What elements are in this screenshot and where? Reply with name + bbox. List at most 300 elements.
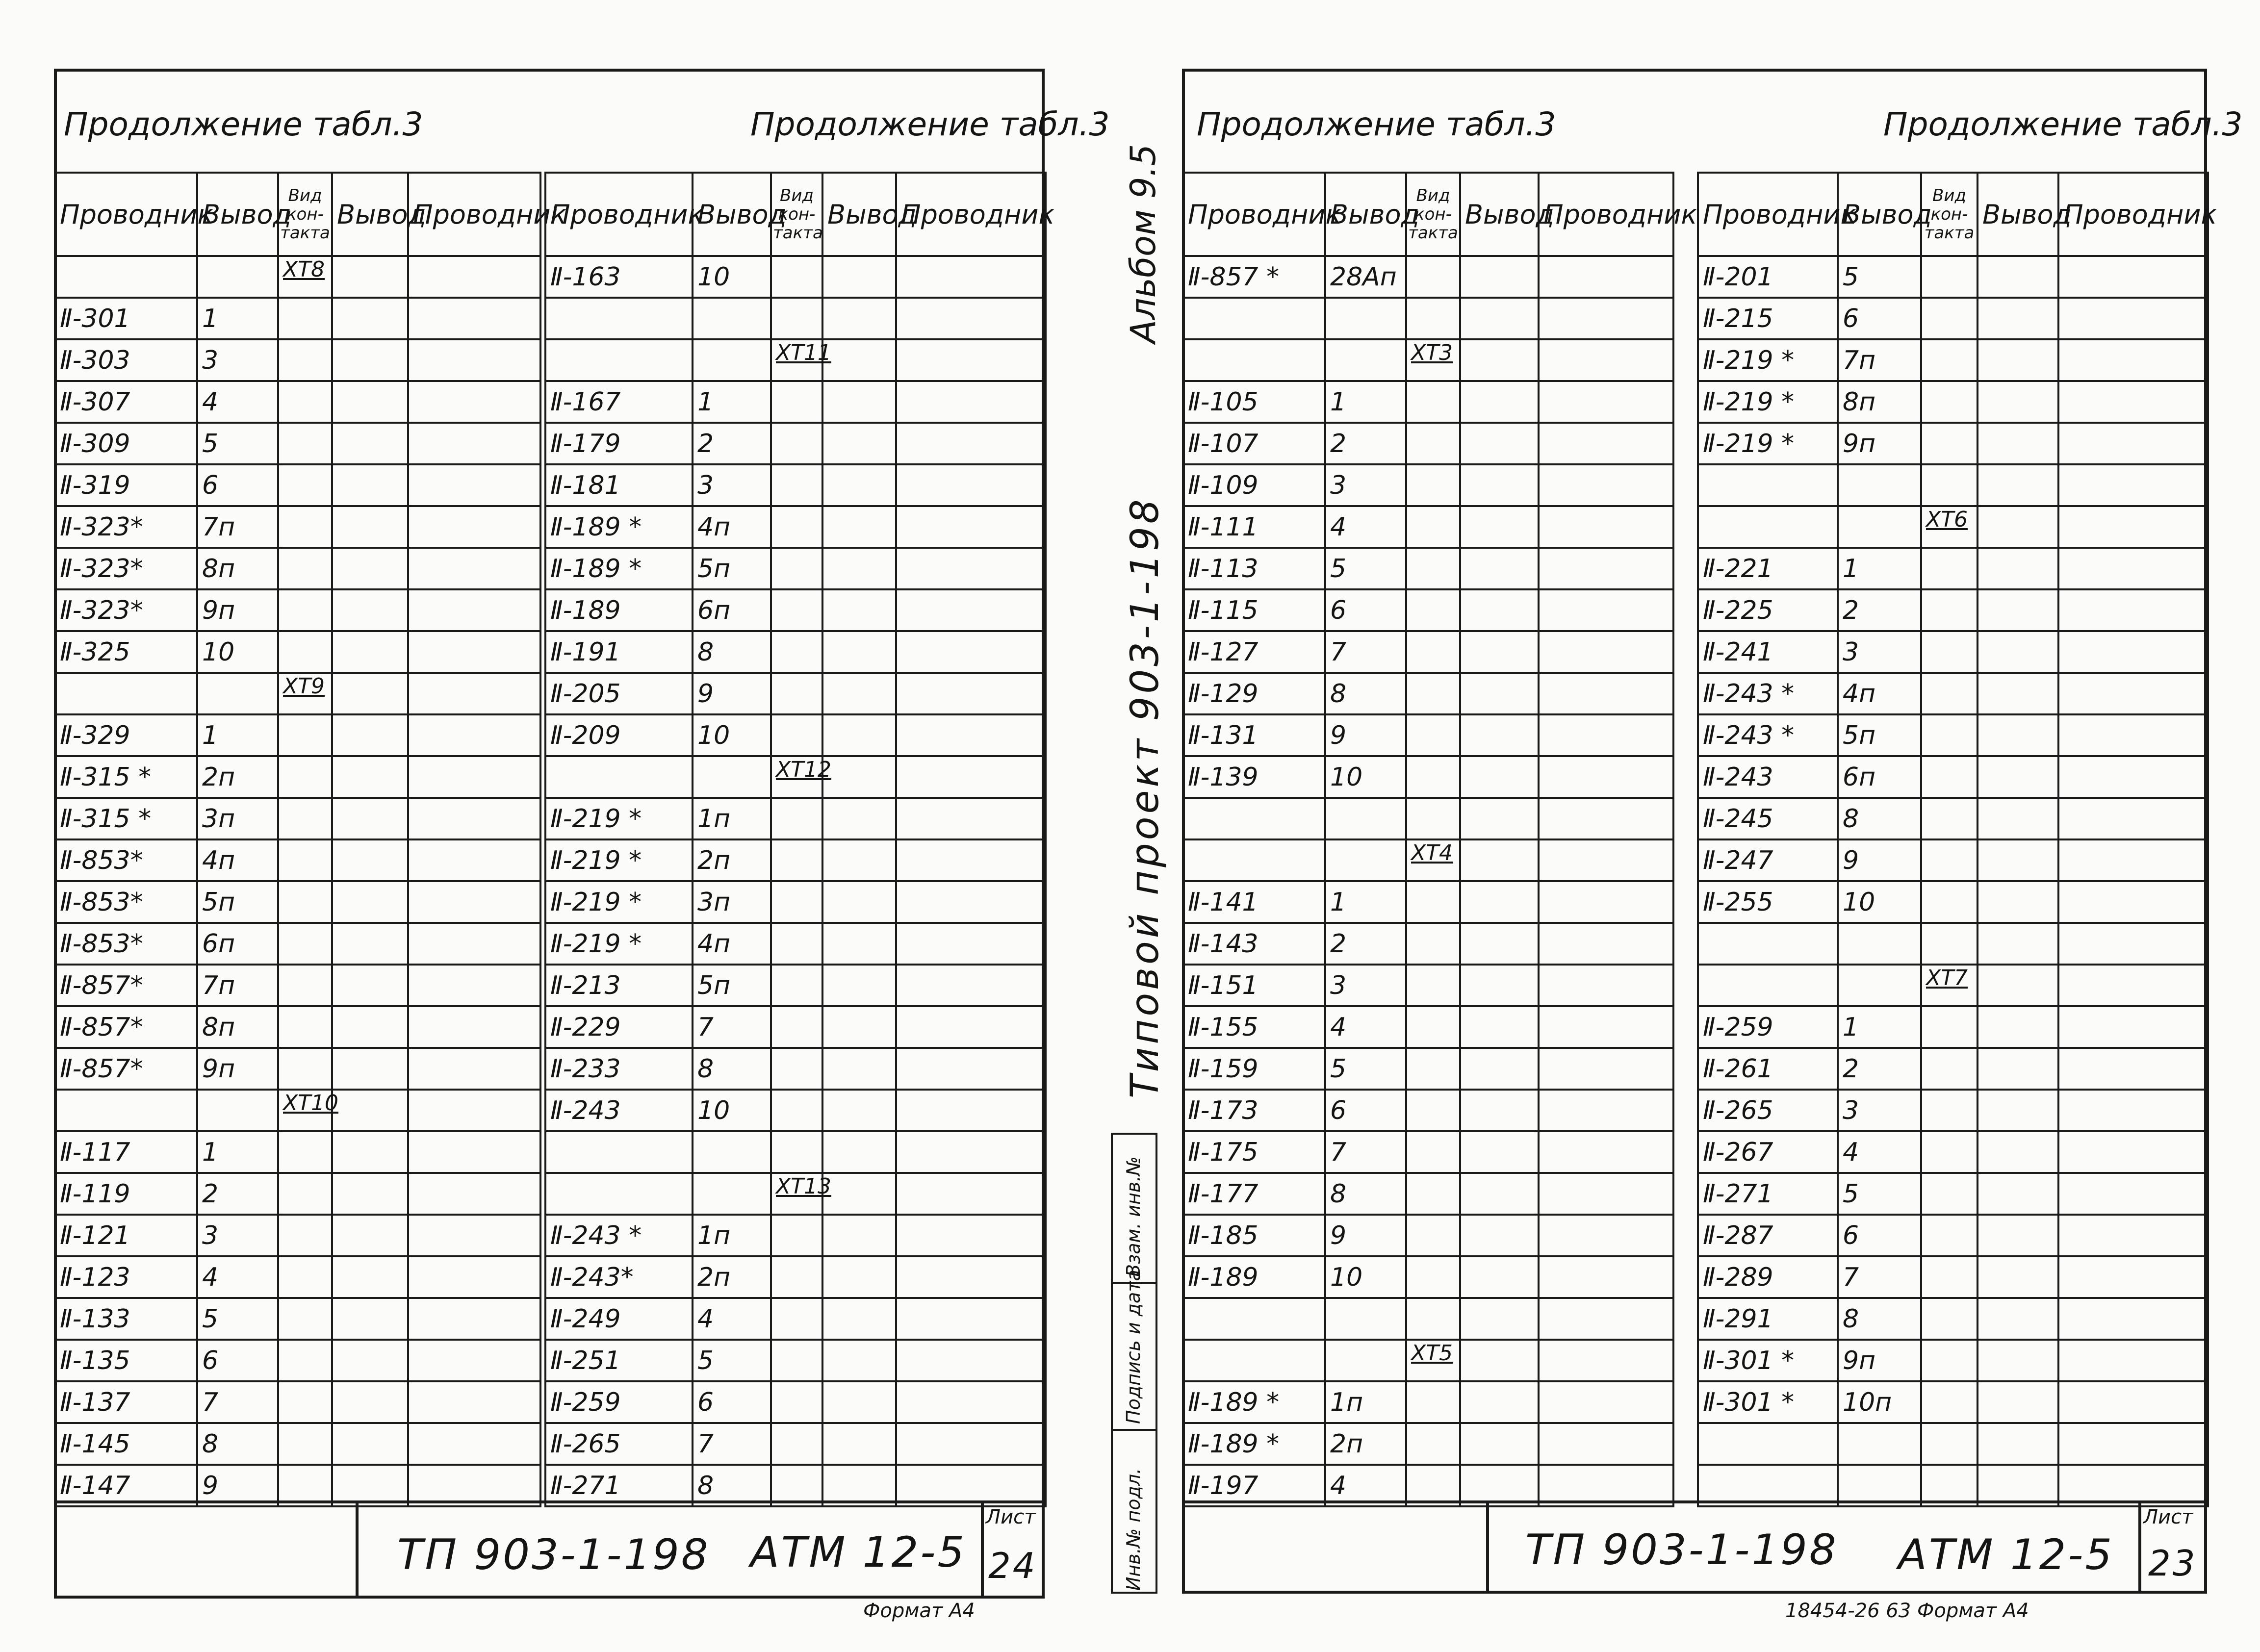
terminal-cell: 2 xyxy=(1325,423,1406,464)
contact-type-cell xyxy=(1406,1215,1460,1256)
table-row xyxy=(55,1298,540,1340)
conductor-cell xyxy=(896,798,1046,839)
terminal-cell: 1 xyxy=(693,381,771,423)
terminal-cell: 9 xyxy=(197,1465,278,1506)
table-row xyxy=(545,714,1046,756)
conductor-cell xyxy=(2058,298,2208,339)
terminal-cell: 3п xyxy=(197,798,278,839)
terminal-cell xyxy=(822,381,896,423)
conductor-cell xyxy=(2058,548,2208,589)
terminal-cell: 10п xyxy=(1838,1381,1921,1423)
conductor-cell xyxy=(896,923,1046,965)
terminal-cell: 2п xyxy=(1325,1423,1406,1465)
terminal-cell xyxy=(1460,589,1539,631)
table-row xyxy=(1698,673,2208,714)
conductor-cell xyxy=(2058,1298,2208,1340)
conductor-cell: Ⅱ-853* xyxy=(55,839,197,881)
conductor-cell xyxy=(1539,548,1673,589)
terminal-cell: 8 xyxy=(693,631,771,673)
table-row xyxy=(1698,798,2208,839)
terminal-cell xyxy=(197,1090,278,1131)
conductor-cell: Ⅱ-205 xyxy=(545,673,693,714)
conductor-cell xyxy=(55,1090,197,1131)
table-row xyxy=(55,673,540,714)
terminal-cell xyxy=(332,1340,408,1381)
right-sheet-label: Лист xyxy=(2143,1506,2193,1528)
conductor-cell xyxy=(1539,1215,1673,1256)
terminal-cell xyxy=(1978,423,2058,464)
contact-type-cell xyxy=(771,381,822,423)
contact-type-cell xyxy=(1921,1381,1978,1423)
terminal-cell xyxy=(822,631,896,673)
contact-type-cell xyxy=(278,1423,332,1465)
conductor-cell xyxy=(408,1006,540,1048)
terminal-cell xyxy=(1978,589,2058,631)
conductor-cell xyxy=(1539,881,1673,923)
contact-type-cell xyxy=(771,1256,822,1298)
contact-type-cell: XT8 xyxy=(278,256,332,298)
terminal-cell: 5 xyxy=(197,1298,278,1340)
terminal-cell: 2 xyxy=(1838,589,1921,631)
col-conductor: Проводник xyxy=(408,173,540,256)
conductor-cell xyxy=(1539,1340,1673,1381)
terminal-cell: 1 xyxy=(197,298,278,339)
table-row xyxy=(55,298,540,339)
contact-type-cell xyxy=(1406,298,1460,339)
terminal-cell xyxy=(1460,1215,1539,1256)
terminal-cell: 5 xyxy=(1325,1048,1406,1090)
conductor-cell xyxy=(1539,381,1673,423)
terminal-cell: 3 xyxy=(197,1215,278,1256)
conductor-cell: Ⅱ-219 * xyxy=(1698,339,1838,381)
table-row xyxy=(1698,1131,2208,1173)
terminal-cell xyxy=(1460,714,1539,756)
terminal-cell xyxy=(822,1298,896,1340)
terminal-cell xyxy=(1978,1090,2058,1131)
table-row xyxy=(1183,1006,1673,1048)
table-row xyxy=(1183,1381,1673,1423)
contact-type-cell xyxy=(1406,1006,1460,1048)
table-row xyxy=(1698,1256,2208,1298)
conductor-cell xyxy=(896,1215,1046,1256)
conductor-cell: Ⅱ-115 xyxy=(1183,589,1325,631)
terminal-cell xyxy=(1978,881,2058,923)
contact-type-cell xyxy=(771,1215,822,1256)
conductor-cell xyxy=(896,756,1046,798)
terminal-cell xyxy=(822,839,896,881)
terminal-cell xyxy=(332,1423,408,1465)
terminal-cell xyxy=(693,339,771,381)
contact-type-cell: XT6 xyxy=(1921,506,1978,548)
stamp-divider xyxy=(356,1503,359,1599)
table-row xyxy=(1183,631,1673,673)
conductor-cell: Ⅱ-111 xyxy=(1183,506,1325,548)
contact-type-cell xyxy=(1406,1423,1460,1465)
left-stamp-doc: АТМ 12-5 xyxy=(750,1528,967,1577)
contact-type-cell: XT5 xyxy=(1406,1340,1460,1381)
conductor-cell xyxy=(1539,1006,1673,1048)
contact-type-cell xyxy=(771,631,822,673)
conductor-cell xyxy=(896,1048,1046,1090)
table-row xyxy=(55,1048,540,1090)
table-row xyxy=(545,798,1046,839)
terminal-cell xyxy=(1978,1423,2058,1465)
terminal-cell xyxy=(1325,1340,1406,1381)
contact-type-cell xyxy=(1921,1423,1978,1465)
field-inv-orig: Инв.№ подл. xyxy=(1123,1468,1144,1591)
conductor-cell: Ⅱ-107 xyxy=(1183,423,1325,464)
left-sheet-number: 24 xyxy=(988,1545,1037,1586)
conductor-cell xyxy=(408,631,540,673)
terminal-cell xyxy=(693,298,771,339)
contact-type-cell xyxy=(1921,256,1978,298)
conductor-cell: Ⅱ-189 * xyxy=(1183,1423,1325,1465)
table-row xyxy=(55,839,540,881)
terminal-cell xyxy=(1838,1423,1921,1465)
conductor-cell xyxy=(2058,381,2208,423)
conductor-cell xyxy=(1183,839,1325,881)
terminal-cell xyxy=(1460,923,1539,965)
col-conductor: Проводник xyxy=(1698,173,1838,256)
conductor-cell xyxy=(1539,256,1673,298)
conductor-cell: Ⅱ-121 xyxy=(55,1215,197,1256)
conductor-cell: Ⅱ-267 xyxy=(1698,1131,1838,1173)
terminal-cell: 5 xyxy=(1838,1173,1921,1215)
terminal-cell: 3п xyxy=(693,881,771,923)
table-row xyxy=(545,1298,1046,1340)
terminal-cell xyxy=(1325,1298,1406,1340)
contact-type-cell xyxy=(771,1048,822,1090)
conductor-cell xyxy=(2058,1090,2208,1131)
terminal-cell xyxy=(822,256,896,298)
terminal-cell xyxy=(332,839,408,881)
conductor-cell xyxy=(408,464,540,506)
conductor-cell: Ⅱ-201 xyxy=(1698,256,1838,298)
conductor-cell xyxy=(408,1131,540,1173)
terminal-cell: 8 xyxy=(1325,673,1406,714)
terminal-cell xyxy=(822,339,896,381)
conductor-cell xyxy=(408,1423,540,1465)
conductor-cell: Ⅱ-131 xyxy=(1183,714,1325,756)
terminal-cell: 7 xyxy=(197,1381,278,1423)
terminal-cell: 4п xyxy=(197,839,278,881)
terminal-cell: 7 xyxy=(1325,631,1406,673)
conductor-cell xyxy=(408,1256,540,1298)
table-row xyxy=(545,339,1046,381)
contact-type-cell: XT13 xyxy=(771,1173,822,1215)
terminal-cell xyxy=(1460,381,1539,423)
terminal-cell: 3 xyxy=(197,339,278,381)
contact-type-cell xyxy=(278,881,332,923)
terminal-cell: 7п xyxy=(197,965,278,1006)
table-row xyxy=(1183,381,1673,423)
terminal-cell xyxy=(1460,1423,1539,1465)
conductor-cell: Ⅱ-209 xyxy=(545,714,693,756)
terminal-cell xyxy=(1978,548,2058,589)
terminal-cell xyxy=(332,298,408,339)
conductor-cell xyxy=(408,506,540,548)
contact-type-cell xyxy=(1921,339,1978,381)
table-row xyxy=(1183,881,1673,923)
conductor-cell xyxy=(408,923,540,965)
contact-type-cell xyxy=(278,714,332,756)
terminal-cell xyxy=(197,256,278,298)
terminal-cell: 5 xyxy=(197,423,278,464)
conductor-cell: Ⅱ-249 xyxy=(545,1298,693,1340)
terminal-cell xyxy=(1978,1340,2058,1381)
conductor-cell: Ⅱ-163 xyxy=(545,256,693,298)
terminal-cell xyxy=(332,548,408,589)
table-row xyxy=(545,1256,1046,1298)
terminal-cell xyxy=(1978,298,2058,339)
conductor-cell xyxy=(1539,756,1673,798)
conductor-cell xyxy=(408,965,540,1006)
terminal-cell xyxy=(332,881,408,923)
terminal-cell: 2п xyxy=(693,1256,771,1298)
terminal-cell xyxy=(1460,548,1539,589)
table-row xyxy=(1698,1006,2208,1048)
conductor-cell xyxy=(2058,1048,2208,1090)
terminal-cell: 4 xyxy=(1325,506,1406,548)
terminal-cell xyxy=(332,1215,408,1256)
conductor-cell xyxy=(896,298,1046,339)
table-row xyxy=(1698,714,2208,756)
contact-type-cell xyxy=(1406,631,1460,673)
conductor-cell xyxy=(2058,1423,2208,1465)
table-row xyxy=(55,381,540,423)
terminal-cell xyxy=(822,714,896,756)
contact-type-cell xyxy=(1921,798,1978,839)
conductor-cell: Ⅱ-857* xyxy=(55,1006,197,1048)
conductor-cell xyxy=(1539,1298,1673,1340)
table-row xyxy=(55,339,540,381)
conductor-cell xyxy=(896,1131,1046,1173)
conductor-cell xyxy=(896,464,1046,506)
table-row xyxy=(545,548,1046,589)
conductor-cell xyxy=(408,1381,540,1423)
contact-type-cell: XT9 xyxy=(278,673,332,714)
conductor-cell: Ⅱ-243 xyxy=(1698,756,1838,798)
contact-type-cell xyxy=(1406,381,1460,423)
conductor-cell xyxy=(2058,256,2208,298)
terminal-cell: 8 xyxy=(1838,798,1921,839)
conductor-cell xyxy=(2058,714,2208,756)
conductor-cell xyxy=(408,589,540,631)
col-conductor: Проводник xyxy=(896,173,1046,256)
terminal-cell: 9п xyxy=(1838,423,1921,464)
conductor-cell: Ⅱ-265 xyxy=(1698,1090,1838,1131)
conductor-cell xyxy=(408,839,540,881)
conductor-cell xyxy=(2058,1256,2208,1298)
conductor-cell xyxy=(896,256,1046,298)
table-row xyxy=(545,298,1046,339)
conductor-cell xyxy=(1539,1090,1673,1131)
table-row xyxy=(1698,589,2208,631)
terminal-cell: 7 xyxy=(693,1423,771,1465)
table-row xyxy=(545,1423,1046,1465)
table-row xyxy=(545,256,1046,298)
contact-type-cell: XT7 xyxy=(1921,965,1978,1006)
left-format: Формат А4 xyxy=(863,1600,975,1622)
terminal-cell: 6 xyxy=(1325,1090,1406,1131)
terminal-cell xyxy=(1460,631,1539,673)
terminal-cell xyxy=(1460,673,1539,714)
table-row xyxy=(545,673,1046,714)
terminal-cell xyxy=(1460,1048,1539,1090)
terminal-cell: 1п xyxy=(693,798,771,839)
conductor-cell: Ⅱ-287 xyxy=(1698,1215,1838,1256)
table-row xyxy=(55,1006,540,1048)
conductor-cell xyxy=(2058,1131,2208,1173)
contact-type-cell xyxy=(771,548,822,589)
right-title-block xyxy=(1182,1500,2207,1594)
conductor-cell xyxy=(408,423,540,464)
conductor-cell xyxy=(1539,714,1673,756)
terminal-cell xyxy=(822,464,896,506)
terminal-cell xyxy=(1460,1381,1539,1423)
contact-type-cell xyxy=(278,506,332,548)
terminal-cell xyxy=(332,423,408,464)
contact-type-cell xyxy=(771,1131,822,1173)
col-conductor: Проводник xyxy=(55,173,197,256)
contact-type-cell xyxy=(1406,798,1460,839)
col-terminal: Вывод xyxy=(1838,173,1921,256)
table-row xyxy=(55,256,540,298)
conductor-cell: Ⅱ-233 xyxy=(545,1048,693,1090)
table-row xyxy=(55,423,540,464)
conductor-cell: Ⅱ-213 xyxy=(545,965,693,1006)
table-row xyxy=(1183,1340,1673,1381)
terminal-cell: 10 xyxy=(197,631,278,673)
contact-type-cell xyxy=(771,1298,822,1340)
contact-type-cell xyxy=(1406,589,1460,631)
terminal-cell xyxy=(1978,798,2058,839)
terminal-cell xyxy=(693,1131,771,1173)
terminal-cell xyxy=(1978,381,2058,423)
contact-type-cell xyxy=(278,839,332,881)
left-header-right: Продолжение табл.3 xyxy=(750,105,1110,143)
terminal-cell xyxy=(332,1173,408,1215)
terminal-cell: 8п xyxy=(197,1006,278,1048)
contact-type-cell xyxy=(771,673,822,714)
terminal-cell xyxy=(1460,881,1539,923)
terminal-cell xyxy=(822,423,896,464)
col-terminal: Вывод xyxy=(1460,173,1539,256)
table-row xyxy=(1698,1298,2208,1340)
terminal-cell: 2п xyxy=(693,839,771,881)
conductor-cell xyxy=(1698,464,1838,506)
conductor-cell: Ⅱ-123 xyxy=(55,1256,197,1298)
terminal-cell: 1 xyxy=(1325,881,1406,923)
terminal-cell xyxy=(693,756,771,798)
contact-type-cell: XT3 xyxy=(1406,339,1460,381)
table-row xyxy=(55,1173,540,1215)
col-contact-type: Вид кон-такта xyxy=(278,173,332,256)
left-title-block xyxy=(54,1500,1045,1599)
conductor-cell: Ⅱ-315 * xyxy=(55,756,197,798)
conductor-cell: Ⅱ-129 xyxy=(1183,673,1325,714)
terminal-cell: 7 xyxy=(1325,1131,1406,1173)
terminal-cell: 1 xyxy=(1838,548,1921,589)
conductor-cell xyxy=(2058,506,2208,548)
conductor-cell xyxy=(1183,298,1325,339)
terminal-cell: 4 xyxy=(1325,1465,1406,1506)
terminal-cell: 4 xyxy=(1838,1131,1921,1173)
terminal-cell xyxy=(822,506,896,548)
table-row xyxy=(1698,756,2208,798)
conductor-cell: Ⅱ-219 * xyxy=(1698,381,1838,423)
terminal-cell xyxy=(1460,756,1539,798)
terminal-cell: 4 xyxy=(1325,1006,1406,1048)
conductor-cell xyxy=(408,1298,540,1340)
terminal-cell: 5п xyxy=(1838,714,1921,756)
conductor-cell xyxy=(2058,839,2208,881)
table-row xyxy=(545,881,1046,923)
right-sheet-number: 23 xyxy=(2148,1543,2197,1584)
terminal-cell xyxy=(332,923,408,965)
table-row xyxy=(1698,381,2208,423)
table-row xyxy=(55,464,540,506)
terminal-cell xyxy=(1460,1298,1539,1340)
conductor-cell xyxy=(1539,298,1673,339)
terminal-cell xyxy=(1460,1173,1539,1215)
conductor-cell: Ⅱ-215 xyxy=(1698,298,1838,339)
conductor-cell: Ⅱ-243 * xyxy=(1698,714,1838,756)
conductor-cell: Ⅱ-173 xyxy=(1183,1090,1325,1131)
conductor-cell xyxy=(1183,798,1325,839)
terminal-cell xyxy=(1460,423,1539,464)
conductor-cell: Ⅱ-323* xyxy=(55,506,197,548)
conductor-cell: Ⅱ-105 xyxy=(1183,381,1325,423)
conductor-cell xyxy=(1539,631,1673,673)
table-row xyxy=(1183,1423,1673,1465)
terminal-cell xyxy=(332,506,408,548)
terminal-cell: 3 xyxy=(1838,1090,1921,1131)
table-row xyxy=(55,589,540,631)
contact-type-cell xyxy=(1406,1298,1460,1340)
conductor-cell xyxy=(2058,1215,2208,1256)
stamp-divider xyxy=(1486,1503,1489,1594)
conductor-cell xyxy=(2058,965,2208,1006)
table-row xyxy=(545,423,1046,464)
terminal-cell: 1п xyxy=(693,1215,771,1256)
terminal-cell xyxy=(1838,965,1921,1006)
terminal-cell: 4п xyxy=(1838,673,1921,714)
table-row xyxy=(55,714,540,756)
right-header-right: Продолжение табл.3 xyxy=(1883,105,2243,143)
table-row xyxy=(55,631,540,673)
contact-type-cell xyxy=(771,423,822,464)
terminal-cell xyxy=(1978,1256,2058,1298)
terminal-cell xyxy=(332,1298,408,1340)
table-row xyxy=(545,839,1046,881)
table-row xyxy=(1183,839,1673,881)
conductor-cell xyxy=(408,756,540,798)
contact-type-cell xyxy=(1921,756,1978,798)
table-row xyxy=(55,1381,540,1423)
conductor-cell xyxy=(1539,589,1673,631)
terminal-cell: 10 xyxy=(693,256,771,298)
conductor-cell: Ⅱ-177 xyxy=(1183,1173,1325,1215)
contact-type-cell xyxy=(1921,673,1978,714)
table-row xyxy=(1698,298,2208,339)
conductor-cell xyxy=(1539,464,1673,506)
conductor-cell xyxy=(2058,339,2208,381)
table-row xyxy=(545,756,1046,798)
table-row xyxy=(1183,256,1673,298)
terminal-cell: 7п xyxy=(1838,339,1921,381)
table-row xyxy=(55,923,540,965)
